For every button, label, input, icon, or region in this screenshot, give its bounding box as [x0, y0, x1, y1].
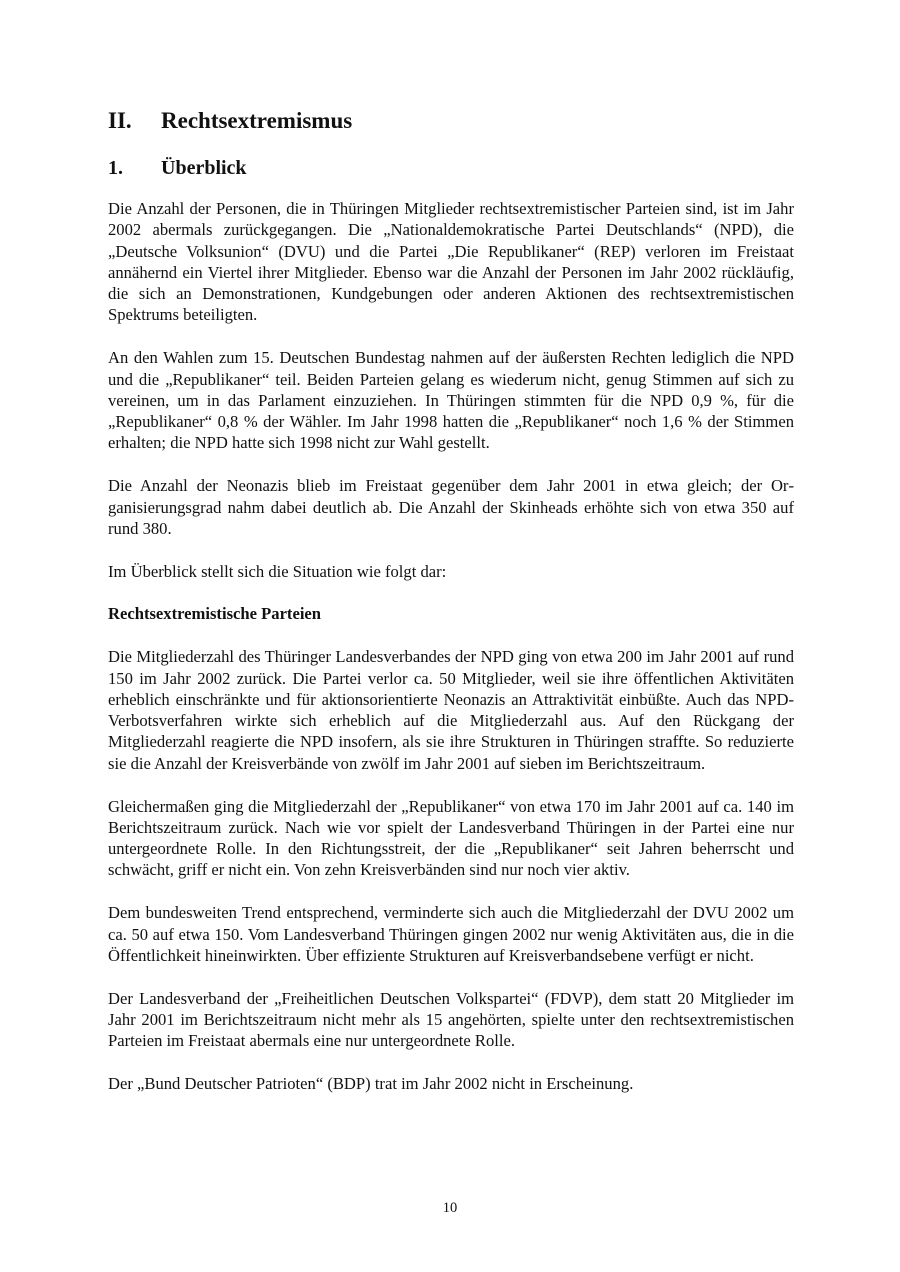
- page-content: [108, 104, 794, 1116]
- paragraph-npd: Die Mitgliederzahl des Thüringer Landesverbandes der NPD ging von etwa 200 im Jahr 2001 auf rund 150 im Jahr 2002 zurück. Die Partei verlor ca. 50 Mitglieder, weil sie ihre öffentlichen Aktivitäten erheblich einschränkte und für aktionsorientierte Neonazis an Attraktivität einbüßte. Auch das NPD-Verbotsverfahren wirkte sich erheblich auf die Mitgliederzahl aus. Auf den Rückgang der Mitgliederzahl reagierte die NPD insofern, als sie ihre Strukturen in Thüringen straffte. So reduzierte sie die Anzahl der Kreisverbände von zwölf im Jahr 2001 auf sieben im Berichtszeitraum.: [108, 647, 794, 773]
- paragraph-bundestag-elections: An den Wahlen zum 15. Deutschen Bundestag nahmen auf der äußersten Rechten lediglich die NPD und die „Republikaner“ teil. Beiden Parteien gelang es wiederum nicht, genug Stimmen auf sich zu vereinen, um in das Parlament einzuziehen. In Thüringen stimmten für die NPD 0,9 %, für die „Republikaner“ 0,8 % der Wähler. Im Jahr 1998 hatten die „Republikaner“ noch 1,6 % der Stimmen erhalten; die NPD hatte sich 1998 nicht zur Wahl gestellt.: [108, 348, 794, 453]
- paragraph-membership-decline: Die Anzahl der Personen, die in Thüringen Mitglieder rechtsextremistischer Parteien sind, ist im Jahr 2002 abermals zurückgegangen. Die „Nationaldemokratische Partei Deutschlands“ (NPD), die „Deutsche Volksunion“ (DVU) und die Partei „Die Republikaner“ (REP) verloren im Freistaat annähernd ein Viertel ihrer Mitglieder. Ebenso war die Anzahl der Personen im Jahr 2002 rückläufig, die sich an Demonstrationen, Kundgebungen oder anderen Aktionen des rechtsextremistischen Spektrums beteiligten.: [108, 199, 794, 325]
- paragraph-overview-intro: Im Überblick stellt sich die Situation wie folgt dar:: [108, 561, 447, 581]
- section-heading: [108, 154, 794, 182]
- paragraph-neonazis-skinheads: Die Anzahl der Neonazis blieb im Freistaat gegenüber dem Jahr 2001 in etwa gleich; der Organisierungsgrad nahm dabei deutlich ab. Die Anzahl der Skinheads erhöhte sich von etwa 350 auf rund 380.: [108, 476, 794, 538]
- paragraph-fdvp: Der Landesverband der „Freiheitlichen Deutschen Volkspartei“ (FDVP), dem statt 20 Mitglieder im Jahr 2001 im Berichtszeitraum nicht mehr als 15 angehörten, spielte unter den rechtsextremistischen Parteien im Freistaat abermals eine nur untergeordnete Rolle.: [108, 988, 794, 1051]
- chapter-title: Rechtsextremismus: [161, 108, 353, 133]
- chapter-number: II.: [108, 108, 132, 133]
- paragraph-bdp: Der „Bund Deutscher Patrioten“ (BDP) trat im Jahr 2002 nicht in Erscheinung.: [108, 1074, 634, 1093]
- chapter-heading: [108, 104, 794, 140]
- paragraph-dvu: Dem bundesweiten Trend entsprechend, verminderte sich auch die Mitgliederzahl der DVU 2002 um ca. 50 auf etwa 150. Vom Landesverband Thüringen gingen 2002 nur wenig Aktivitäten aus, die in die Öffentlichkeit hineinwirkten. Über effiziente Strukturen auf Kreisverbandsebene verfügt er nicht.: [108, 903, 794, 965]
- section-number: 1.: [108, 157, 123, 179]
- section-title: Überblick: [161, 157, 247, 179]
- paragraph-republikaner: Gleichermaßen ging die Mitgliederzahl der „Republikaner“ von etwa 170 im Jahr 2001 auf ca. 140 im Berichtszeitraum zurück. Nach wie vor spielt der Landesverband Thüringen in der Partei eine nur untergeordnete Rolle. In den Richtungsstreit, der die „Republikaner“ seit Jahren beherrscht und schwächt, griff er nicht ein. Von zehn Kreisverbänden sind nur noch vier aktiv.: [108, 796, 794, 880]
- subheading-parties: Rechtsextremistische Parteien: [108, 604, 322, 624]
- page-number: 10: [442, 1200, 458, 1216]
